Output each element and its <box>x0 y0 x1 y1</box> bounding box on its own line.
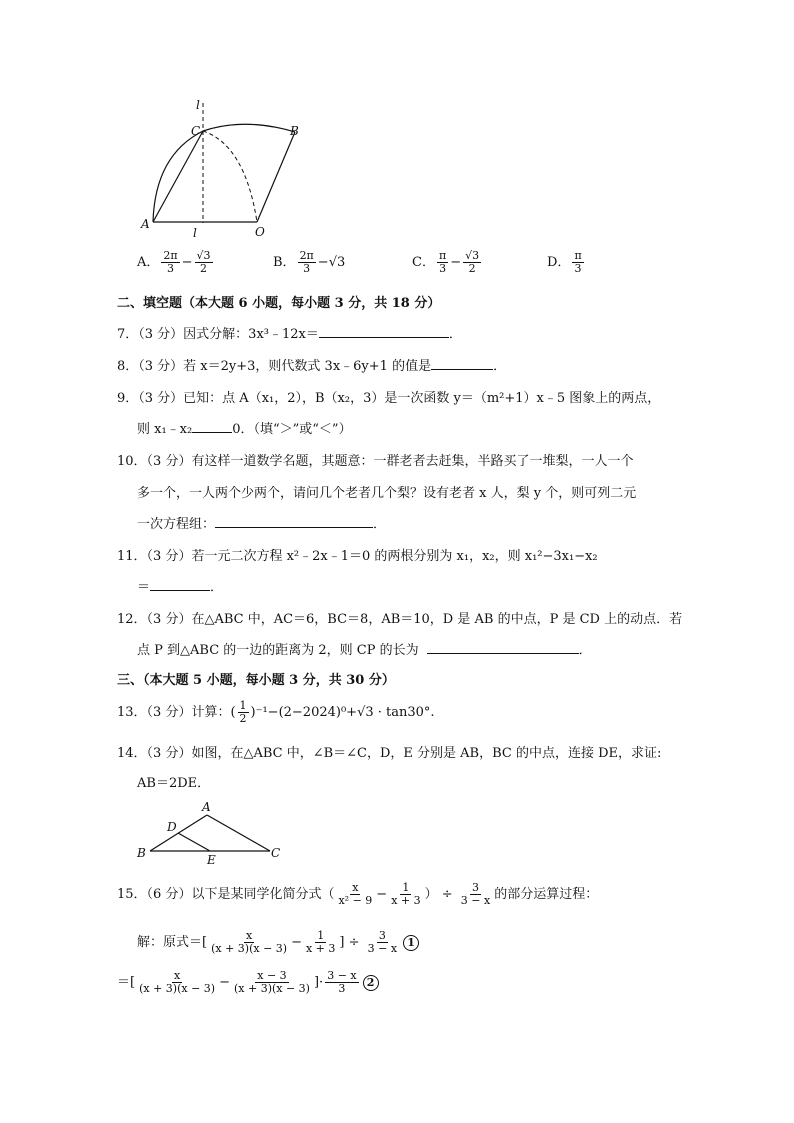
label-l-bottom: l <box>193 226 197 240</box>
answer-blank-8[interactable] <box>431 357 493 370</box>
answer-blank-9[interactable] <box>192 420 232 433</box>
segment-d-e <box>178 833 210 851</box>
segment-b-o <box>257 132 295 222</box>
label-d: D <box>167 820 177 834</box>
label-e: E <box>207 853 216 867</box>
section-3-heading: 三、（本大题 5 小题，每小题 3 分，共 30 分） <box>117 673 395 688</box>
question-10-line3: 一次方程组： ． <box>137 517 387 532</box>
choice-b: B． $\frac{2\pi}{3}$ −√3 <box>273 249 346 275</box>
label-c: C <box>191 124 201 138</box>
question-14-line1: 14．（3 分）如图，在△ABC 中，∠B＝∠C，D，E 分别是 AB，BC 的中点，连接 DE，求证: <box>117 746 662 761</box>
label-l-top: l <box>196 98 200 112</box>
dashed-arc <box>203 131 257 222</box>
answer-blank-11[interactable] <box>150 578 210 591</box>
question-12-line1: 12．（3 分）在△ABC 中，AC＝6，BC＝8，AB＝10，D 是 AB 的中点，P 是 CD 上的动点．若 <box>117 612 683 627</box>
question-8: 8．（3 分）若 x＝2y+3，则代数式 3x﹣6y+1 的值是 ． <box>117 359 507 374</box>
question-9-line1: 9．（3 分）已知：点 A（x₁，2），B（x₂，3）是一次函数 y＝（m²+1）x﹣5 图象上的两点， <box>117 391 661 406</box>
solution-step-2: ＝[ $\frac{x}{(x + 3)(x - 3)}$ − $\frac{x - 3}{(x + 3)(x - 3)}$ ]· $\frac{3 - x}{3}$ 2 <box>117 970 379 995</box>
choice-d: D． $\frac{\pi}{3}$ <box>547 249 582 275</box>
triangle-figure <box>135 798 290 868</box>
question-12-line2: 点 P 到△ABC 的一边的距离为 2，则 CP 的长为 ． <box>137 643 592 658</box>
question-10-line1: 10．（3 分）有这样一道数学名题，其题意：一群老者去赶集，半路买了一堆梨，一人一个 <box>117 454 634 469</box>
answer-blank-12[interactable] <box>427 641 579 654</box>
label-c: C <box>271 846 281 860</box>
label-a: A <box>202 800 211 814</box>
question-10-line2: 多一个，一人两个少两个，请问几个老者几个梨？设有老者 x 人，梨 y 个，则可列二元 <box>137 486 637 501</box>
answer-blank-7[interactable] <box>319 325 449 338</box>
label-a: A <box>141 217 150 231</box>
answer-blank-10[interactable] <box>215 515 373 528</box>
choice-c: C． $\frac{\pi}{3}$ − $\frac{√3}{2}$ <box>412 249 480 275</box>
label-o: O <box>255 225 265 239</box>
question-7: 7．（3 分）因式分解：3x³﹣12x＝ ． <box>117 327 462 342</box>
section-2-heading: 二、填空题（本大题 6 小题，每小题 3 分，共 18 分） <box>117 296 441 311</box>
label-b: B <box>290 124 299 138</box>
segment-a-c <box>207 815 270 851</box>
step-marker-2: 2 <box>363 975 379 991</box>
question-15: 15．（6 分）以下是某同学化简分式（ $\frac{x}{\text{x² − 9}}$ − $\frac{1}{x + 3}$ ） ÷ $\frac{3}{3 - x}$ 的部分运算过程： <box>117 881 599 907</box>
question-11-line1: 11．（3 分）若一元二次方程 x²﹣2x﹣1＝0 的两根分别为 x₁，x₂，则 x₁²−3x₁−x₂ <box>117 549 598 564</box>
question-9-line2: 则 x₁﹣x₂ 0．（填“＞”或“＜”） <box>137 422 352 437</box>
sector-figure <box>135 95 315 240</box>
question-14-line2: AB＝2DE． <box>137 776 211 791</box>
arc-c-b <box>203 124 295 132</box>
question-11-line2: ＝ ． <box>137 580 224 595</box>
solution-step-1: 解：原式＝[ $\frac{x}{(x + 3)(x - 3)}$ − $\frac{1}{x + 3}$ ] ÷ $\frac{3}{3 - x}$ 1 <box>137 930 419 955</box>
label-b: B <box>137 846 146 860</box>
question-13: 13．（3 分）计算：( $\frac{1}{2}$ )⁻¹−(2−2024)⁰+√3 · tan30°. <box>117 699 435 725</box>
choice-a: A． $\frac{2\pi}{3}$ − $\frac{√3}{2}$ <box>137 249 211 275</box>
step-marker-1: 1 <box>403 935 419 951</box>
segment-a-c <box>153 131 203 222</box>
